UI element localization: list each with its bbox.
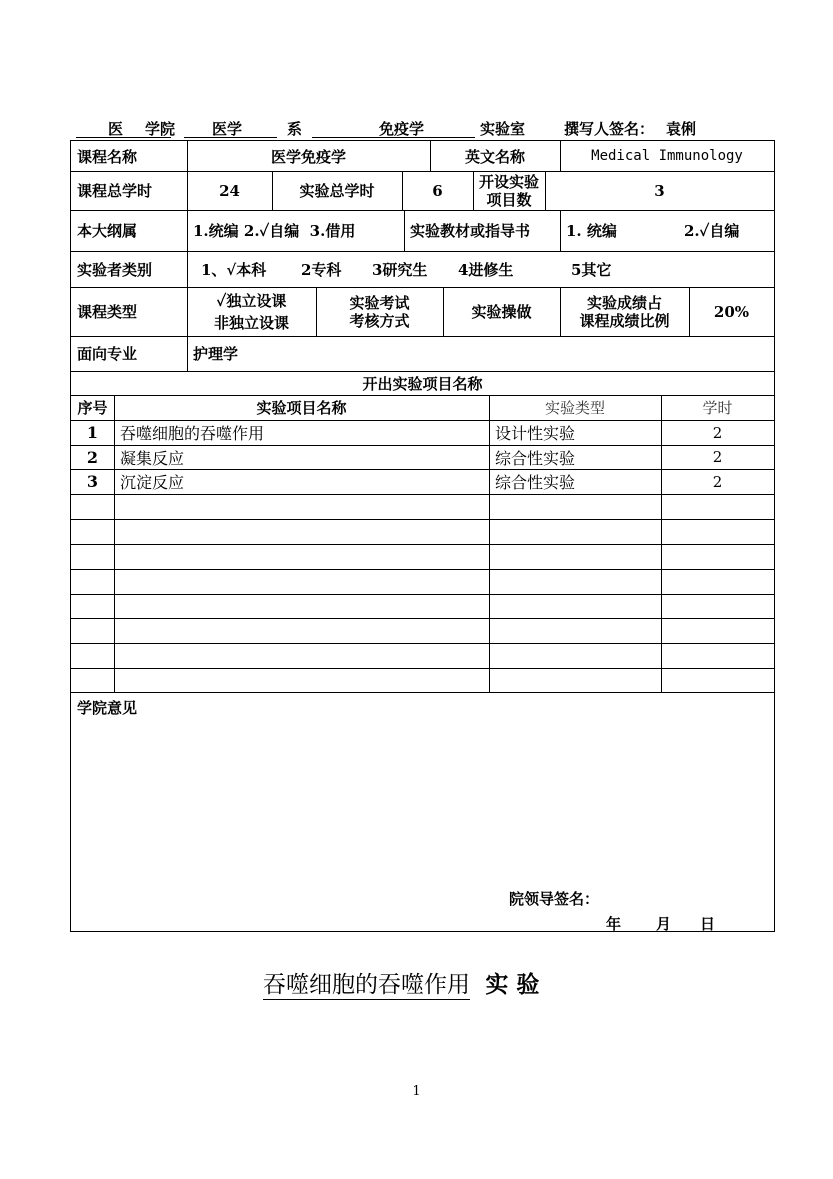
college-value: 医	[108, 120, 124, 138]
project-count-label-line1: 开设实验	[478, 172, 539, 191]
projects-section-title: 开出实验项目名称	[362, 374, 483, 393]
course-form-table	[70, 140, 775, 932]
lab-hours-label: 实验总学时	[299, 182, 375, 200]
opinion-label: 学院意见	[77, 699, 138, 717]
project-count-label	[473, 171, 545, 210]
row-index: 1	[86, 423, 99, 442]
col-name-header: 实验项目名称	[256, 399, 347, 417]
dept-label: 系	[287, 120, 303, 138]
college-label: 学院	[145, 120, 176, 138]
row-type: 设计性实验	[495, 424, 576, 443]
student-type-1: 1、√本科	[201, 260, 267, 279]
row-name: 凝集反应	[120, 448, 185, 468]
student-type-2: 2专科	[301, 260, 342, 279]
project-count-label-line2: 项目数	[486, 190, 532, 209]
row-type: 综合性实验	[495, 448, 576, 468]
lab-label: 实验室	[480, 120, 526, 138]
student-type-5: 5其它	[571, 260, 612, 279]
col-hours-header: 学时	[702, 399, 733, 417]
date-month: 月	[656, 914, 672, 933]
ratio-label	[560, 287, 689, 336]
course-name-value: 医学免疫学	[270, 147, 346, 166]
total-hours-label: 课程总学时	[77, 182, 153, 200]
author-name: 袁俐	[666, 120, 697, 138]
student-type-label: 实验者类别	[77, 260, 153, 279]
row-index: 2	[86, 447, 99, 467]
form-header	[72, 118, 772, 138]
row-hours: 2	[712, 448, 723, 466]
exam-label-line2: 考核方式	[349, 311, 410, 330]
page-number: 1	[412, 1084, 421, 1099]
exam-label	[316, 287, 443, 336]
major-label: 面向专业	[77, 345, 138, 363]
lab-hours-value: 6	[432, 181, 443, 200]
date-year: 年	[606, 914, 622, 933]
course-type-label: 课程类型	[77, 303, 138, 321]
date-day: 日	[700, 914, 716, 933]
author-label: 撰写人签名：	[564, 120, 655, 138]
course-type-options	[187, 287, 316, 336]
row-name: 吞噬细胞的吞噬作用	[120, 424, 265, 443]
col-index-header: 序号	[77, 399, 108, 417]
major-value: 护理学	[193, 345, 239, 363]
dept-value: 医学	[212, 120, 243, 138]
textbook-option-2: 2.✓自编	[684, 222, 740, 240]
student-type-3: 3研究生	[372, 260, 428, 279]
english-name-value: Medical Immunology	[591, 148, 743, 164]
ratio-label-line1: 实验成绩占	[586, 293, 662, 312]
row-type: 综合性实验	[495, 473, 576, 492]
row-hours: 2	[712, 472, 723, 491]
outline-label: 本大纲属	[77, 222, 138, 240]
col-type-header: 实验类型	[544, 399, 605, 417]
signature-label: 院领导签名：	[509, 889, 600, 908]
total-hours-value: 24	[219, 181, 240, 200]
textbook-label: 实验教材或指导书	[410, 222, 531, 240]
exam-label-line1: 实验考试	[349, 293, 410, 312]
student-type-4: 4进修生	[458, 260, 514, 279]
ratio-label-line2: 课程成绩比例	[579, 311, 670, 330]
outline-value: 1.统编 2.✓自编 3.借用	[193, 222, 356, 240]
course-type-option-1: ✓独立设课	[216, 291, 287, 310]
row-name: 沉淀反应	[120, 473, 185, 492]
row-index: 3	[86, 472, 99, 491]
experiment-title-name: 吞噬细胞的吞噬作用	[263, 972, 470, 998]
exam-value: 实验操做	[471, 303, 532, 321]
lab-value: 免疫学	[379, 120, 425, 138]
row-hours: 2	[712, 423, 723, 442]
experiment-title	[263, 966, 539, 999]
course-type-option-2: 非独立设课	[213, 313, 289, 332]
ratio-value: 20%	[713, 302, 750, 321]
textbook-option-1: 1. 统编	[566, 222, 617, 240]
english-name-label: 英文名称	[464, 147, 525, 166]
course-name-label: 课程名称	[77, 147, 138, 166]
project-count-value: 3	[654, 181, 665, 200]
experiment-title-suffix: 实 验	[485, 971, 540, 998]
